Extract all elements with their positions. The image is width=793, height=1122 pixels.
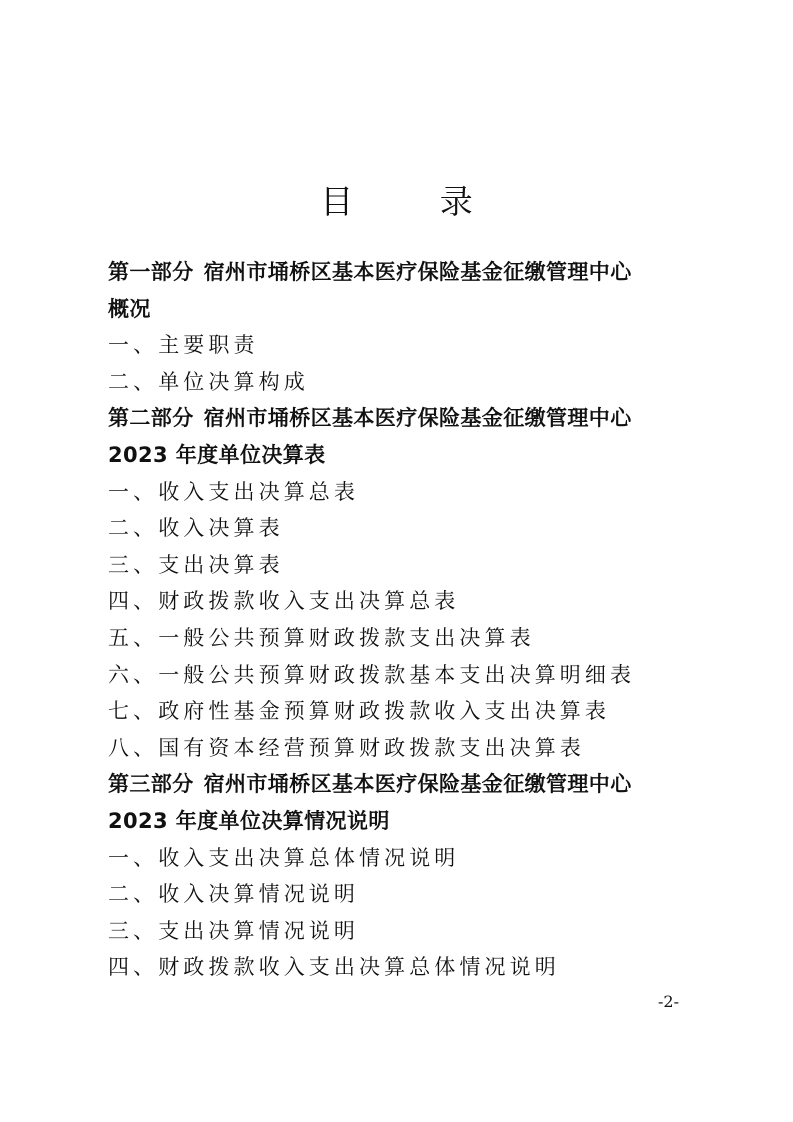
- toc-entry[interactable]: 三、支出决算情况说明: [108, 918, 359, 943]
- part-3-heading[interactable]: [108, 766, 708, 803]
- toc-entry[interactable]: 五、一般公共预算财政拨款支出决算表: [108, 625, 535, 650]
- page-title: 目 录: [320, 182, 511, 221]
- part-1-subtitle[interactable]: 概况: [108, 296, 151, 321]
- toc-entry[interactable]: 三、支出决算表: [108, 552, 284, 577]
- toc-entry[interactable]: 六、一般公共预算财政拨款基本支出决算明细表: [108, 662, 636, 687]
- part-1-heading[interactable]: [108, 254, 708, 291]
- toc-entry[interactable]: 四、财政拨款收入支出决算总表: [108, 589, 460, 614]
- toc-entry[interactable]: 四、财政拨款收入支出决算总体情况说明: [108, 955, 560, 980]
- toc-entry[interactable]: 一、收入支出决算总表: [108, 479, 359, 504]
- table-of-contents: [108, 254, 708, 986]
- toc-entry[interactable]: 一、收入支出决算总体情况说明: [108, 845, 460, 870]
- toc-entry[interactable]: 一、主要职责: [108, 333, 259, 358]
- part-2-subtitle[interactable]: 2023 年度单位决算表: [108, 442, 326, 467]
- part-1-org-name: 宿州市埇桥区基本医疗保险基金征缴管理中心: [203, 260, 632, 284]
- toc-entry[interactable]: 七、政府性基金预算财政拨款收入支出决算表: [108, 699, 610, 724]
- toc-entry[interactable]: 二、单位决算构成: [108, 369, 309, 394]
- part-2-heading[interactable]: [108, 400, 708, 437]
- toc-entry[interactable]: 八、国有资本经营预算财政拨款支出决算表: [108, 735, 585, 760]
- toc-entry[interactable]: 二、收入决算情况说明: [108, 882, 359, 907]
- part-3-subtitle[interactable]: 2023 年度单位决算情况说明: [108, 808, 390, 833]
- part-1-label: 第一部分: [108, 260, 194, 284]
- page-number: -2-: [658, 992, 679, 1011]
- part-3-org-name: 宿州市埇桥区基本医疗保险基金征缴管理中心: [203, 772, 632, 797]
- part-3-label: 第三部分: [108, 772, 194, 797]
- toc-entry[interactable]: 二、收入决算表: [108, 516, 284, 541]
- part-2-label: 第二部分: [108, 406, 194, 431]
- part-2-org-name: 宿州市埇桥区基本医疗保险基金征缴管理中心: [203, 406, 632, 431]
